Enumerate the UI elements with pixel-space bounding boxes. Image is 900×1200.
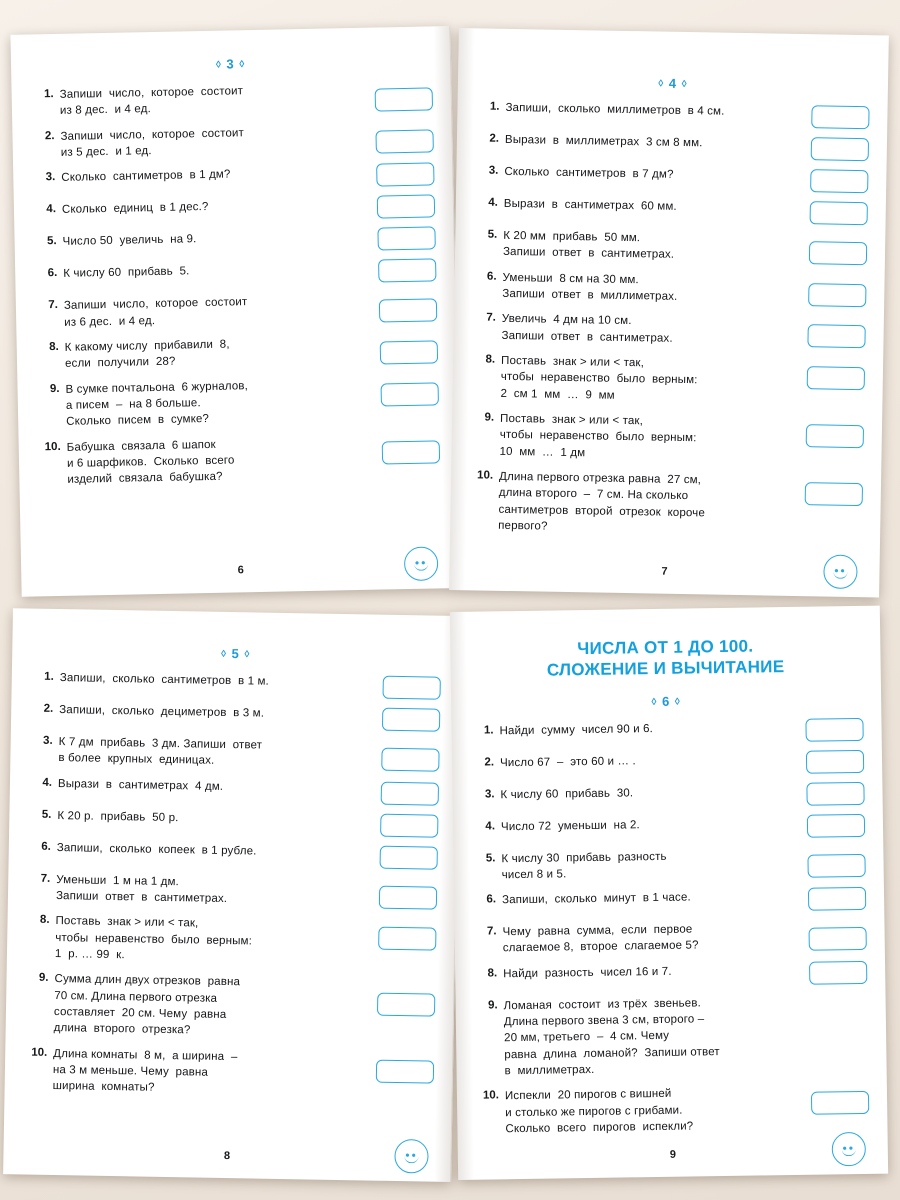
task-text: Сумма длин двух отрезков равна 70 см. Длина первого отрезка составляет 20 см. Чему равна длина второго отрезка? xyxy=(53,973,241,1037)
page-number: 9 xyxy=(669,1148,677,1161)
task-number: 6. xyxy=(47,267,58,280)
page-number: 6 xyxy=(237,564,244,577)
task-number: 9. xyxy=(484,411,495,424)
answer-box[interactable] xyxy=(805,482,863,506)
task-item xyxy=(31,163,434,194)
smiley-stamp xyxy=(394,1139,429,1174)
task-item xyxy=(470,749,864,778)
task-number: 6. xyxy=(41,840,51,853)
task-number: 3. xyxy=(488,164,499,177)
lesson-number: 5 xyxy=(231,646,240,662)
task-item xyxy=(473,227,868,267)
diamond-icon: ◊ xyxy=(215,59,222,71)
page-7 xyxy=(449,28,889,597)
task-item xyxy=(23,1045,435,1101)
task-item xyxy=(32,195,435,226)
task-number: 6. xyxy=(486,893,497,906)
task-text: Число 67 – это 60 и … . xyxy=(499,754,636,769)
task-text: Запиши, сколько дециметров в 3 м. xyxy=(59,704,265,720)
task-item xyxy=(27,839,438,869)
task-number: 1. xyxy=(489,100,500,113)
task-number: 2. xyxy=(43,702,54,715)
answer-box[interactable] xyxy=(807,366,865,390)
task-item xyxy=(474,993,869,1080)
task-text: Длина комнаты 8 м, а ширина – на 3 м меньше. Чему равна ширина комнаты? xyxy=(52,1047,238,1095)
smiley-eyes: •• xyxy=(842,1141,856,1156)
task-text: Вырази в миллиметрах 3 см 8 мм. xyxy=(504,133,703,150)
task-item xyxy=(24,971,436,1043)
answer-box[interactable] xyxy=(379,299,437,323)
task-text: К 20 мм прибавь 50 мм. Запиши ответ в сантиметрах. xyxy=(502,229,675,262)
task-number: 8. xyxy=(39,914,50,927)
answer-box[interactable] xyxy=(382,440,440,464)
task-item xyxy=(471,311,866,351)
page-number: 7 xyxy=(661,565,668,578)
section-title xyxy=(468,634,863,682)
task-text: Найди разность чисел 16 и 7. xyxy=(503,965,672,981)
task-item xyxy=(468,468,863,540)
page-number: 8 xyxy=(223,1149,231,1163)
task-item xyxy=(472,269,867,309)
task-item xyxy=(473,961,867,990)
task-item xyxy=(37,432,441,489)
task-number: 10. xyxy=(44,440,61,453)
task-item xyxy=(472,887,866,916)
task-item xyxy=(475,1083,870,1138)
task-number: 9. xyxy=(487,999,498,1012)
task-item xyxy=(26,871,438,911)
answer-box[interactable] xyxy=(806,781,864,805)
task-text: Запиши число, которое состоит из 6 дес. и 4 ед. xyxy=(63,296,248,329)
task-text: Запиши число, которое состоит из 8 дес. и 4 ед. xyxy=(59,85,244,118)
task-number: 5. xyxy=(485,851,496,865)
task-item xyxy=(474,163,868,193)
smiley-stamp xyxy=(832,1132,867,1167)
task-list xyxy=(23,670,441,1102)
task-text: Сколько единиц в 1 дес.? xyxy=(61,201,209,217)
answer-box[interactable] xyxy=(376,1059,434,1083)
task-number: 8. xyxy=(49,340,59,354)
lesson-number: 6 xyxy=(661,693,671,709)
answer-box[interactable] xyxy=(377,993,435,1017)
task-number: 1. xyxy=(44,670,54,683)
task-item xyxy=(34,291,438,332)
task-item xyxy=(472,919,866,957)
answer-box[interactable] xyxy=(811,1091,869,1115)
task-item xyxy=(28,734,440,774)
task-list xyxy=(468,99,870,540)
task-number: 3. xyxy=(43,734,53,747)
task-text: Запиши, сколько сантиметров в 1 м. xyxy=(59,672,270,688)
task-number: 8. xyxy=(485,353,496,366)
task-text: К числу 60 прибавь 5. xyxy=(63,265,190,281)
lesson-heading-6 xyxy=(29,52,432,75)
task-number: 10. xyxy=(31,1046,48,1059)
task-text: Вырази в сантиметрах 4 дм. xyxy=(57,777,224,793)
diamond-icon: ◊ xyxy=(239,59,246,71)
answer-box[interactable] xyxy=(810,169,868,193)
answer-box[interactable] xyxy=(378,927,436,951)
task-text: Поставь знак > или < так, чтобы неравенство было верным: 10 мм … 1 дм xyxy=(499,412,697,459)
book-spread-bottom xyxy=(8,602,884,1190)
answer-box[interactable] xyxy=(376,163,434,187)
smiley-eyes: •• xyxy=(414,555,428,570)
task-list xyxy=(469,717,869,1138)
task-text: Поставь знак > или < так, чтобы неравенство было верным: 1 р. … 99 к. xyxy=(54,915,253,962)
task-item xyxy=(32,227,435,258)
task-item xyxy=(25,913,437,969)
task-number: 2. xyxy=(44,129,55,142)
task-number: 4. xyxy=(46,203,57,216)
answer-box[interactable] xyxy=(809,241,867,265)
task-text: Число 50 увеличь на 9. xyxy=(62,233,197,249)
task-text: Испекли 20 пирогов с вишней и столько же пирогов с грибами. Сколько всего пирогов испекли? xyxy=(504,1088,694,1136)
task-text: Поставь знак > или < так, чтобы неравенство было верным: 2 см 1 мм … 9 мм xyxy=(500,354,698,402)
task-text: К 7 дм прибавь 3 дм. Запиши ответ в более крупных единицах. xyxy=(58,736,263,768)
task-text: Запиши, сколько минут в 1 часе. xyxy=(501,891,691,907)
task-number: 7. xyxy=(40,872,51,885)
task-item xyxy=(469,717,863,746)
task-number: 5. xyxy=(46,235,57,248)
lesson-number: 3 xyxy=(226,56,235,72)
task-number: 6. xyxy=(486,270,497,283)
page-6 xyxy=(10,26,461,597)
task-number: 5. xyxy=(41,808,52,821)
answer-box[interactable] xyxy=(382,708,440,732)
answer-box[interactable] xyxy=(808,283,866,307)
task-text: Бабушка связала 6 шапок и 6 шарфиков. Сколько всего изделий связала бабушка? xyxy=(66,438,235,487)
diamond-icon: ◊ xyxy=(651,696,658,708)
task-number: 2. xyxy=(489,132,500,145)
answer-box[interactable] xyxy=(382,676,440,700)
task-item xyxy=(469,410,864,466)
task-number: 4. xyxy=(42,776,53,789)
task-item xyxy=(471,813,865,842)
answer-box[interactable] xyxy=(811,105,869,129)
answer-box[interactable] xyxy=(805,717,863,741)
diamond-icon: ◊ xyxy=(244,649,251,661)
task-text: Ломаная состоит из трёх звеньев. Длина первого звена 3 см, второго – 20 мм, третьего – 4 см. Чему равна длина ломаной? Запиши ответ в миллиметрах. xyxy=(503,997,720,1078)
answer-box[interactable] xyxy=(378,259,436,283)
task-text: В сумке почтальона 6 журналов, а писем – на 8 больше. Сколько писем в сумке? xyxy=(65,379,249,429)
task-number: 9. xyxy=(38,972,49,985)
task-text: Сколько сантиметров в 1 дм? xyxy=(61,168,231,185)
answer-box[interactable] xyxy=(810,201,868,225)
diamond-icon: ◊ xyxy=(674,696,681,708)
task-list xyxy=(30,79,441,489)
task-number: 10. xyxy=(482,1089,500,1103)
smiley-eyes: •• xyxy=(834,563,847,578)
task-number: 3. xyxy=(484,787,495,801)
diamond-icon: ◊ xyxy=(220,648,228,660)
task-number: 2. xyxy=(484,755,495,769)
task-number: 7. xyxy=(486,925,497,938)
task-text: Число 72 уменьши на 2. xyxy=(500,818,640,833)
answer-box[interactable] xyxy=(809,961,867,985)
task-number: 8. xyxy=(487,967,498,980)
task-number: 5. xyxy=(487,228,498,241)
task-number: 4. xyxy=(488,196,498,209)
diamond-icon: ◊ xyxy=(658,78,665,90)
task-number: 7. xyxy=(48,299,59,312)
task-text: К числу 60 прибавь 30. xyxy=(500,786,634,801)
answer-box[interactable] xyxy=(381,748,439,772)
answer-box[interactable] xyxy=(807,813,865,837)
task-item xyxy=(474,195,868,225)
answer-box[interactable] xyxy=(381,382,439,406)
smiley-stamp xyxy=(404,546,439,581)
answer-box[interactable] xyxy=(375,129,433,153)
task-item xyxy=(470,352,865,408)
section-title-line-2: СЛОЖЕНИЕ И ВЫЧИТАНИЕ xyxy=(546,657,785,680)
task-text: К 20 р. прибавь 50 р. xyxy=(57,809,179,824)
answer-box[interactable] xyxy=(381,781,439,805)
lesson-number: 4 xyxy=(668,75,678,91)
task-item xyxy=(475,99,869,129)
task-text: Уменьши 8 см на 30 мм. Запиши ответ в миллиметрах. xyxy=(502,271,678,303)
task-text: Запиши число, которое состоит из 5 дес. и 1 ед. xyxy=(60,126,245,159)
answer-box[interactable] xyxy=(811,137,869,161)
task-text: Длина первого отрезка равна 27 см, длина второго – 7 см. На сколько сантиметров второй отрезок короче первого? xyxy=(498,470,706,533)
answer-box[interactable] xyxy=(806,424,864,448)
task-item xyxy=(28,775,439,805)
answer-box[interactable] xyxy=(379,885,437,909)
task-text: Запиши, сколько копеек в 1 рубле. xyxy=(56,841,257,858)
task-number: 1. xyxy=(483,723,494,737)
answer-box[interactable] xyxy=(380,845,438,869)
lesson-heading-5 xyxy=(30,643,441,665)
task-number: 1. xyxy=(43,88,54,101)
task-item xyxy=(33,259,436,290)
task-item xyxy=(35,332,439,373)
task-number: 3. xyxy=(45,171,56,184)
task-item xyxy=(30,670,441,700)
book-spread-top xyxy=(16,14,884,594)
task-text: Сколько сантиметров в 7 дм? xyxy=(504,165,674,181)
smiley-eyes: •• xyxy=(405,1148,418,1163)
lesson-heading-6 xyxy=(469,690,863,711)
task-item xyxy=(475,131,869,161)
task-item xyxy=(30,121,434,162)
page-9 xyxy=(450,606,888,1180)
task-text: К какому числу прибавили 8, если получили 28? xyxy=(64,338,230,371)
page-8 xyxy=(3,608,461,1182)
answer-box[interactable] xyxy=(806,749,864,773)
lesson-heading-7 xyxy=(476,72,870,94)
answer-box[interactable] xyxy=(809,927,867,951)
section-title-line-1: ЧИСЛА ОТ 1 ДО 100. xyxy=(577,636,754,659)
task-text: Вырази в сантиметрах 60 мм. xyxy=(503,197,677,213)
task-item xyxy=(27,807,438,837)
task-item xyxy=(471,845,865,883)
answer-box[interactable] xyxy=(807,853,865,877)
answer-box[interactable] xyxy=(375,87,433,111)
task-text: К числу 30 прибавь разность чисел 8 и 5. xyxy=(501,850,667,882)
answer-box[interactable] xyxy=(377,195,435,219)
diamond-icon: ◊ xyxy=(681,78,688,91)
task-text: Чему равна сумма, если первое слагаемое 8, второе слагаемое 5? xyxy=(502,923,699,955)
task-number: 7. xyxy=(486,311,496,325)
answer-box[interactable] xyxy=(380,340,438,364)
task-text: Уменьши 1 м на 1 дм. Запиши ответ в сантиметрах. xyxy=(55,873,228,905)
task-number: 9. xyxy=(49,382,60,395)
answer-box[interactable] xyxy=(380,813,438,837)
task-text: Найди сумму чисел 90 и 6. xyxy=(499,722,654,737)
answer-box[interactable] xyxy=(808,887,866,911)
task-item xyxy=(35,374,439,431)
task-item xyxy=(29,702,440,732)
answer-box[interactable] xyxy=(807,324,865,348)
task-text: Увеличь 4 дм на 10 см. Запиши ответ в сантиметрах. xyxy=(501,313,673,345)
task-text: Запиши, сколько миллиметров в 4 см. xyxy=(505,101,725,118)
answer-box[interactable] xyxy=(377,227,435,251)
task-number: 10. xyxy=(476,469,494,482)
task-item xyxy=(30,79,434,120)
task-item xyxy=(470,781,864,810)
smiley-stamp xyxy=(823,554,858,589)
task-number: 4. xyxy=(485,819,496,833)
